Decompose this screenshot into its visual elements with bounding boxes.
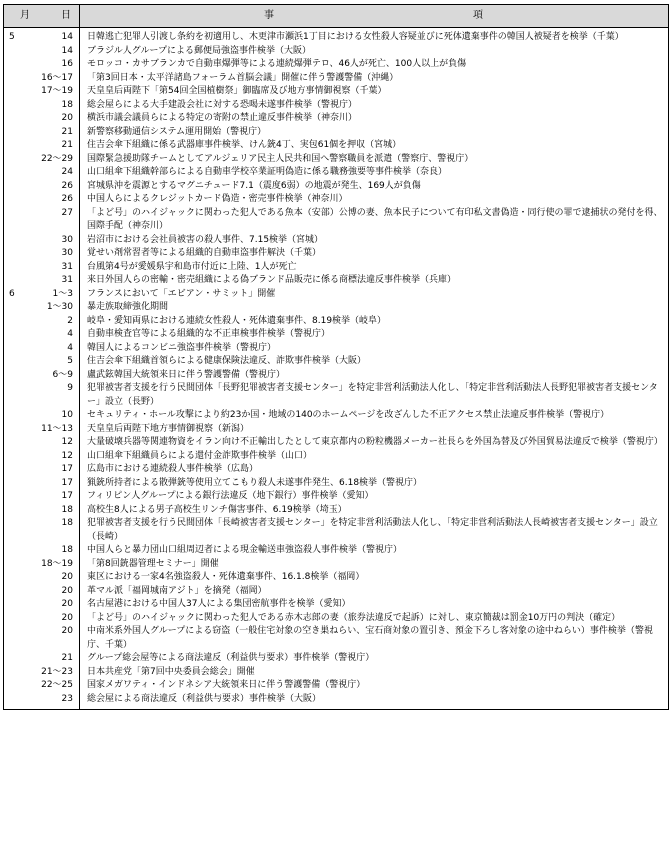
row-day: 21 xyxy=(38,652,80,666)
row-day: 30 xyxy=(38,247,80,261)
row-day: 17～19 xyxy=(38,85,80,99)
row-day: 17 xyxy=(38,477,80,491)
row-day: 31 xyxy=(38,274,80,288)
table-row xyxy=(4,585,668,599)
row-event-text: 天皇皇后両陛下「第54回全国植樹祭」御臨席及び地方事情御視察（千葉） xyxy=(87,86,387,96)
row-event-text: 韓国人によるコンビニ強盗事件検挙（警視庁） xyxy=(87,342,277,353)
row-month xyxy=(4,679,38,693)
row-event-text: フィリピン人グループによる銀行法違反（地下銀行）事件検挙（愛知） xyxy=(87,491,374,501)
row-event-text: 中国人らと暴力団山口組周辺者による現金輸送車強盗殺人事件検挙（警視庁） xyxy=(87,545,403,555)
row-day: 10 xyxy=(38,409,80,423)
table-row xyxy=(4,315,668,329)
row-month xyxy=(4,504,38,518)
table-row xyxy=(4,126,668,140)
row-day: 20 xyxy=(38,612,80,626)
row-month xyxy=(4,72,38,86)
row-day: 4 xyxy=(38,342,80,356)
row-event-text: 山口組傘下組織幹部らによる自動車学校卒業証明偽造に係る職務強要等事件検挙（奈良） xyxy=(87,167,448,177)
row-event-text: 名古屋港における中国人37人による集団密航事件を検挙（愛知） xyxy=(87,599,351,609)
row-event-text: 来日外国人らの密輸・密売組織による偽ブランド品販売に係る商標法違反事件検挙（兵庫） xyxy=(87,275,457,285)
table-row xyxy=(4,679,668,693)
table-row xyxy=(4,328,668,342)
table-row xyxy=(4,382,668,409)
row-day: 6～9 xyxy=(38,369,80,383)
table-row xyxy=(4,153,668,167)
table-row xyxy=(4,288,668,302)
row-month xyxy=(4,207,38,234)
row-month: 6 xyxy=(9,288,15,299)
table-row xyxy=(4,72,668,86)
row-month xyxy=(4,450,38,464)
row-day: 23 xyxy=(38,693,80,707)
row-month xyxy=(4,423,38,437)
row-event-text: 「よど号」のハイジャックに関わった犯人である魚本（安部）公博の妻、魚本民子について有印私文書偽造・同行使の罪で逮捕状の発付を得、国際手配（神奈川） xyxy=(87,207,663,231)
row-day: 12 xyxy=(38,436,80,450)
row-event-text: 犯罪被害者支援を行う民間団体「長崎被害者支援センター」を特定非営利活動法人化し、「特定非営利活動法人長崎被害者支援センター」設立（長崎） xyxy=(87,518,658,542)
row-event-text: 住吉会傘下組織に係る武器庫事件検挙、けん銃4丁、実包61個を押収（宮城） xyxy=(87,140,402,150)
row-month xyxy=(4,234,38,248)
table-row xyxy=(4,112,668,126)
row-event-text: 高校生8人による男子高校生リンチ傷害事件、6.19検挙（埼玉） xyxy=(87,504,347,515)
row-month xyxy=(4,342,38,356)
row-event-text: セキュリティ・ホール攻撃により約23か国・地域の140のホームページを改ざんした不正アクセス禁止法違反事件検挙（警視庁） xyxy=(87,410,610,420)
table-row xyxy=(4,450,668,464)
row-event-text: 「第8回銃器管理セミナー」開催 xyxy=(87,558,219,569)
row-day: 16 xyxy=(38,58,80,72)
table-row xyxy=(4,612,668,626)
row-day: 17 xyxy=(38,490,80,504)
row-month xyxy=(4,247,38,261)
table-row xyxy=(4,571,668,585)
row-event-text: 宮城県沖を震源とするマグニチュード7.1（震度6弱）の地震が発生、169人が負傷 xyxy=(87,180,421,191)
table-row xyxy=(4,490,668,504)
row-month xyxy=(4,477,38,491)
table-row xyxy=(4,180,668,194)
table-row xyxy=(4,355,668,369)
row-event-text: 広島市における連続殺人事件検挙（広島） xyxy=(87,464,259,474)
row-day: 14 xyxy=(38,45,80,59)
table-row xyxy=(4,436,668,450)
row-month xyxy=(4,193,38,207)
row-month xyxy=(4,517,38,544)
row-event-text: 山口組傘下組織員らによる還付金詐欺事件検挙（山口） xyxy=(87,450,313,461)
table-row xyxy=(4,544,668,558)
row-month xyxy=(4,652,38,666)
table-row xyxy=(4,652,668,666)
row-day: 11～13 xyxy=(38,423,80,437)
row-event-text: 岩沼市における会社員被害の殺人事件、7.15検挙（宮城） xyxy=(87,234,324,245)
row-month xyxy=(4,126,38,140)
row-month xyxy=(4,315,38,329)
row-day: 21～23 xyxy=(38,666,80,680)
table-row xyxy=(4,517,668,544)
row-event-text: 総会屋らによる大手建設会社に対する恐喝未遂事件検挙（警視庁） xyxy=(87,99,358,110)
row-day: 21 xyxy=(38,139,80,153)
row-day: 14 xyxy=(38,31,80,45)
row-event-text: フランスにおいて「エビアン・サミット」開催 xyxy=(87,288,276,299)
row-month xyxy=(4,585,38,599)
row-event-text: 自動車検査官等による組織的な不正車検事件検挙（警視庁） xyxy=(87,329,331,339)
table-row xyxy=(4,342,668,356)
row-month xyxy=(4,598,38,612)
table-row xyxy=(4,234,668,248)
header-day: 日 xyxy=(38,5,80,27)
row-day: 2 xyxy=(38,315,80,329)
row-event-text: 覚せい剤常習者等による組織的自動車盗事件解決（千葉） xyxy=(87,248,322,258)
row-day: 4 xyxy=(38,328,80,342)
row-month xyxy=(4,58,38,72)
row-day: 26 xyxy=(38,180,80,194)
row-event-text: 革マル派「福岡城南アジト」を摘発（福岡） xyxy=(87,585,267,596)
header-month: 月 xyxy=(20,10,30,21)
table-row xyxy=(4,625,668,652)
table-row xyxy=(4,247,668,261)
row-day: 1～3 xyxy=(38,288,80,302)
row-day: 30 xyxy=(38,234,80,248)
table-body xyxy=(4,31,668,706)
row-day: 20 xyxy=(38,598,80,612)
table-row xyxy=(4,504,668,518)
row-month xyxy=(4,274,38,288)
header-event-char-2: 項 xyxy=(473,10,483,21)
row-event-text: 猟銃所持者による散弾銃等使用立てこもり殺人未遂事件発生、6.18検挙（警視庁） xyxy=(87,477,423,488)
table-row xyxy=(4,463,668,477)
row-event-text: 暴走族取締強化期間 xyxy=(87,302,169,312)
row-month xyxy=(4,166,38,180)
row-day: 27 xyxy=(38,207,80,234)
row-day: 18 xyxy=(38,504,80,518)
row-event-text: 国家メガワティ・インドネシア大統領来日に伴う警護警備（警視庁） xyxy=(87,680,366,690)
row-month: 5 xyxy=(9,32,15,42)
row-event-text: 盧武鉉韓国大統領来日に伴う警護警備（警視庁） xyxy=(87,369,286,380)
row-event-text: 台風第4号が愛媛県宇和島市付近に上陸、1人が死亡 xyxy=(87,261,297,272)
row-event-text: グループ総会屋等による商法違反（利益供与要求）事件検挙（警視庁） xyxy=(87,653,375,663)
row-day: 22～25 xyxy=(38,679,80,693)
row-month xyxy=(4,666,38,680)
row-month xyxy=(4,693,38,707)
row-event-text: ブラジル人グループによる郵便局強盗事件検挙（大阪） xyxy=(87,45,312,56)
row-day: 5 xyxy=(38,355,80,369)
row-month xyxy=(4,625,38,652)
table-row xyxy=(4,558,668,572)
row-month xyxy=(4,369,38,383)
row-month xyxy=(4,355,38,369)
table-row xyxy=(4,693,668,707)
header-event xyxy=(80,5,668,27)
row-day: 20 xyxy=(38,585,80,599)
row-day: 12 xyxy=(38,450,80,464)
row-event-text: 中国人らによるクレジットカード偽造・密売事件検挙（神奈川） xyxy=(87,194,348,204)
table-row xyxy=(4,139,668,153)
row-month xyxy=(4,180,38,194)
table-row xyxy=(4,598,668,612)
row-month xyxy=(4,490,38,504)
row-month xyxy=(4,328,38,342)
row-event-text: 東区における一家4名強盗殺人・死体遺棄事件、16.1.8検挙（福岡） xyxy=(87,572,365,582)
table-row xyxy=(4,477,668,491)
row-event-text: 「よど号」のハイジャックに関わった犯人である赤木志郎の妻（旅券法違反で起訴）に対し、東京簡裁は罰金10万円の判決（確定） xyxy=(87,612,621,623)
row-month xyxy=(4,558,38,572)
row-day: 9 xyxy=(38,382,80,409)
row-event-text: 犯罪被害者支援を行う民間団体「長野犯罪被害者支援センター」を特定非営利活動法人化し、「特定非営利活動法人長野犯罪被害者支援センター」設立（長野） xyxy=(87,383,658,407)
chronology-table xyxy=(3,4,669,710)
row-event-text: 中南米系外国人グループによる窃盗（一般住宅対象の空き巣ねらい、宝石商対象の置引き、預金下ろし客対象の途中ねらい）事件検挙（警視庁、千葉） xyxy=(87,626,653,650)
row-month xyxy=(4,571,38,585)
row-event-text: 国際緊急援助隊チームとしてアルジェリア民主人民共和国へ警察職員を派遣（警察庁、警視庁） xyxy=(87,153,474,164)
row-day: 16～17 xyxy=(38,72,80,86)
row-month xyxy=(4,436,38,450)
row-event-text: 新警察移動通信システム運用開始（警視庁） xyxy=(87,126,267,137)
row-event-text: 日本共産党「第7回中央委員会総会」開催 xyxy=(87,666,255,677)
row-day: 26 xyxy=(38,193,80,207)
row-day: 18 xyxy=(38,517,80,544)
row-month xyxy=(4,261,38,275)
row-month xyxy=(4,544,38,558)
row-event-text: 横浜市議会議員らによる特定の寄附の禁止違反事件検挙（神奈川） xyxy=(87,113,358,123)
row-day: 18～19 xyxy=(38,558,80,572)
table-row xyxy=(4,58,668,72)
row-day: 17 xyxy=(38,463,80,477)
table-row xyxy=(4,207,668,234)
table-row xyxy=(4,193,668,207)
table-row xyxy=(4,409,668,423)
row-month xyxy=(4,112,38,126)
row-event-text: 住吉会傘下組織首領らによる健康保険法違反、詐欺事件検挙（大阪） xyxy=(87,356,367,366)
row-month xyxy=(4,409,38,423)
row-event-text: 天皇皇后両陛下地方事情御視察（新潟） xyxy=(87,423,250,434)
row-day: 18 xyxy=(38,544,80,558)
row-month xyxy=(4,45,38,59)
table-row xyxy=(4,99,668,113)
table-row xyxy=(4,261,668,275)
row-month xyxy=(4,382,38,409)
table-row xyxy=(4,301,668,315)
row-month xyxy=(4,85,38,99)
row-month xyxy=(4,139,38,153)
row-event-text: 総会屋による商法違反（利益供与要求）事件検挙（大阪） xyxy=(87,693,322,704)
row-event-text: モロッコ・カサブランカで自動車爆弾等による連続爆弾テロ、46人が死亡、100人以上が負傷 xyxy=(87,59,467,69)
row-event-text: 「第3回日本・太平洋諸島フォーラム首脳会議」開催に伴う警護警備（沖縄） xyxy=(87,72,399,83)
table-row xyxy=(4,666,668,680)
header-event-char-1: 事 xyxy=(264,10,274,21)
table-row xyxy=(4,274,668,288)
row-month xyxy=(4,99,38,113)
row-day: 20 xyxy=(38,625,80,652)
row-month xyxy=(4,301,38,315)
table-row xyxy=(4,423,668,437)
row-event-text: 大量破壊兵器等関連物資をイラン向け不正輸出したとして東京都内の粉粒機器メーカー社長らを外国為替及び外国貿易法違反で検挙（警視庁） xyxy=(87,437,663,447)
row-day: 1～30 xyxy=(38,301,80,315)
row-month xyxy=(4,153,38,167)
table-row xyxy=(4,369,668,383)
row-month xyxy=(4,463,38,477)
row-day: 20 xyxy=(38,112,80,126)
row-event-text: 岐阜・愛知両県における連続女性殺人・死体遺棄事件、8.19検挙（岐阜） xyxy=(87,315,387,326)
table-row xyxy=(4,45,668,59)
table-row xyxy=(4,85,668,99)
row-day: 18 xyxy=(38,99,80,113)
row-month xyxy=(4,612,38,626)
row-day: 24 xyxy=(38,166,80,180)
row-event-text: 日韓逃亡犯罪人引渡し条約を初適用し、木更津市瀬浜1丁目における女性殺人容疑並びに死体遺棄事件の韓国人被疑者を検挙（千葉） xyxy=(87,32,624,42)
table-row xyxy=(4,31,668,45)
row-day: 21 xyxy=(38,126,80,140)
table-header xyxy=(4,5,668,28)
row-day: 22～29 xyxy=(38,153,80,167)
row-day: 31 xyxy=(38,261,80,275)
row-day: 20 xyxy=(38,571,80,585)
table-row xyxy=(4,166,668,180)
